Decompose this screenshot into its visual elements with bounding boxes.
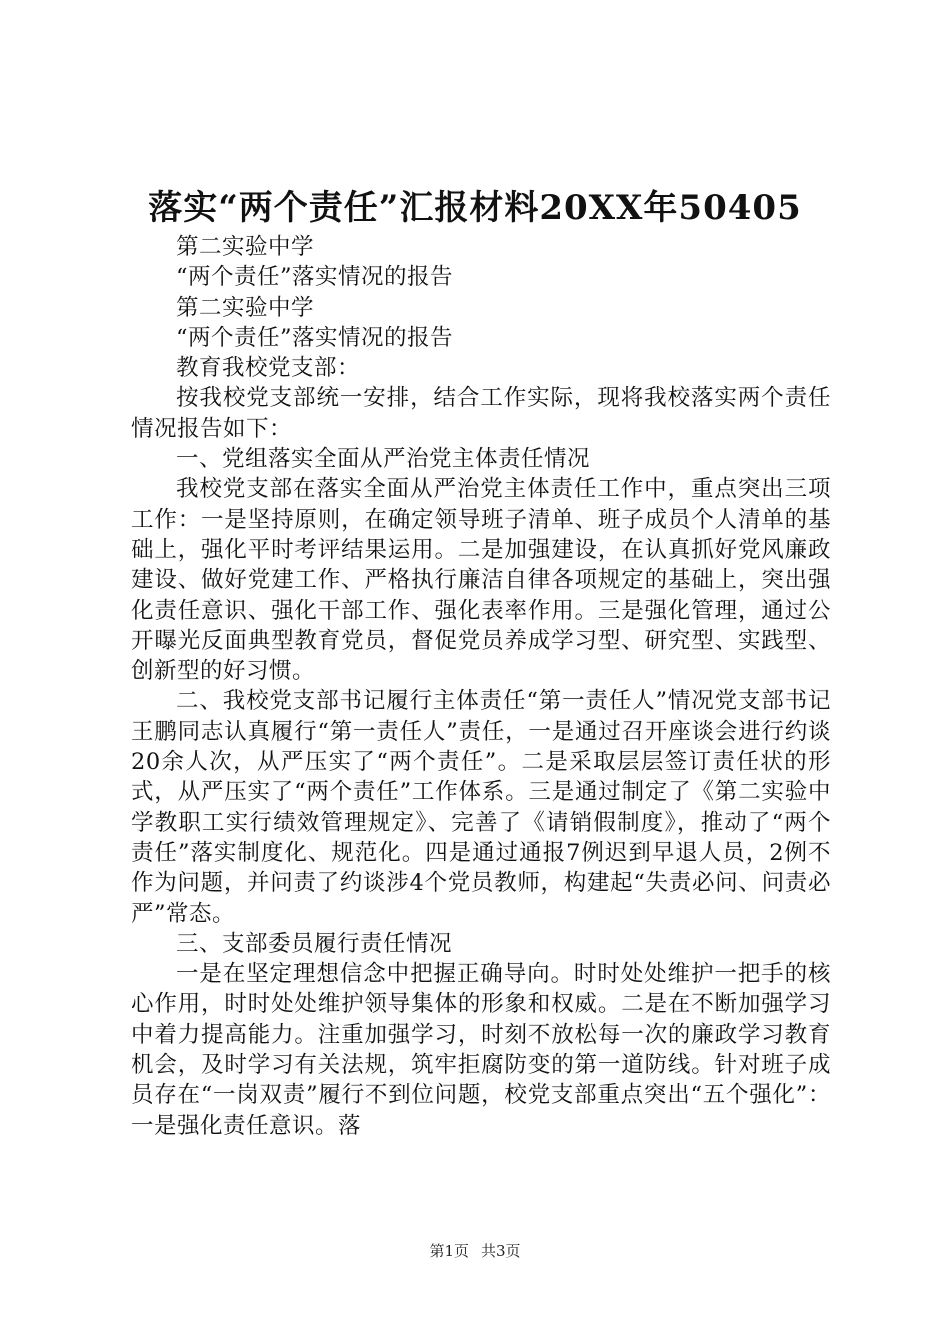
paragraph-salutation: 教育我校党支部： xyxy=(176,355,361,382)
paragraph-school-name: 第二实验中学 xyxy=(176,234,315,260)
document-body xyxy=(131,232,831,1141)
paragraph-section-3: 一是在坚定理想信念中把握正确导向。时时处处维护一把手的核心作用，时时处处维护领导集体的形象和权威。二是在不断加强学习中着力提高能力。注重加强学习，时刻不放松每一次的廉政学习教育机会，及时学习有关法规，筑牢拒腐防变的第一道防线。针对班子成员存在“一岗双责”履行不到位问题，校党支部重点突出“五个强化”：一是强化责任意识。落 xyxy=(131,961,831,1139)
paragraph-intro: 按我校党支部统一安排，结合工作实际，现将我校落实两个责任情况报告如下： xyxy=(131,385,831,442)
page-total: 共3页 xyxy=(481,1242,521,1260)
document-title: 落实“两个责任”汇报材料20XX年50405 xyxy=(148,188,802,228)
paragraph-school-name-repeat: 第二实验中学 xyxy=(176,294,315,321)
section-heading-1: 一、党组落实全面从严治党主体责任情况 xyxy=(176,446,591,473)
page-footer xyxy=(0,1241,950,1261)
paragraph-section-1: 我校党支部在落实全面从严治党主体责任工作中，重点突出三项工作：一是坚持原则，在确定领导班子清单、班子成员个人清单的基础上，强化平时考评结果运用。二是加强建设，在认真抓好党风廉政建设、做好党建工作、严格执行廉洁自律各项规定的基础上，突出强化责任意识、强化干部工作、强化表率作用。三是强化管理，通过公开曝光反面典型教育党员，督促党员养成学习型、研究型、实践型、创新型的好习惯。 xyxy=(131,476,831,685)
page-number: 第1页 xyxy=(429,1242,469,1260)
paragraph-section-2: 二、我校党支部书记履行主体责任“第一责任人”情况党支部书记王鹏同志认真履行“第一责任人”责任，一是通过召开座谈会进行约谈20余人次，从严压实了“两个责任”。二是采取层层签订责任状的形式，从严压实了“两个责任”工作体系。三是通过制定了《第二实验中学教职工实行绩效管理规定》、完善了《请销假制度》，推动了“两个责任”落实制度化、规范化。四是通过通报7例迟到早退人员，2例不作为问题，并问责了约谈涉4个党员教师，构建起“失责必问、问责必严”常态。 xyxy=(131,688,831,927)
section-heading-3: 三、支部委员履行责任情况 xyxy=(176,930,453,957)
paragraph-report-title-repeat: “两个责任”落实情况的报告 xyxy=(176,324,454,351)
paragraph-report-title: “两个责任”落实情况的报告 xyxy=(176,264,454,291)
